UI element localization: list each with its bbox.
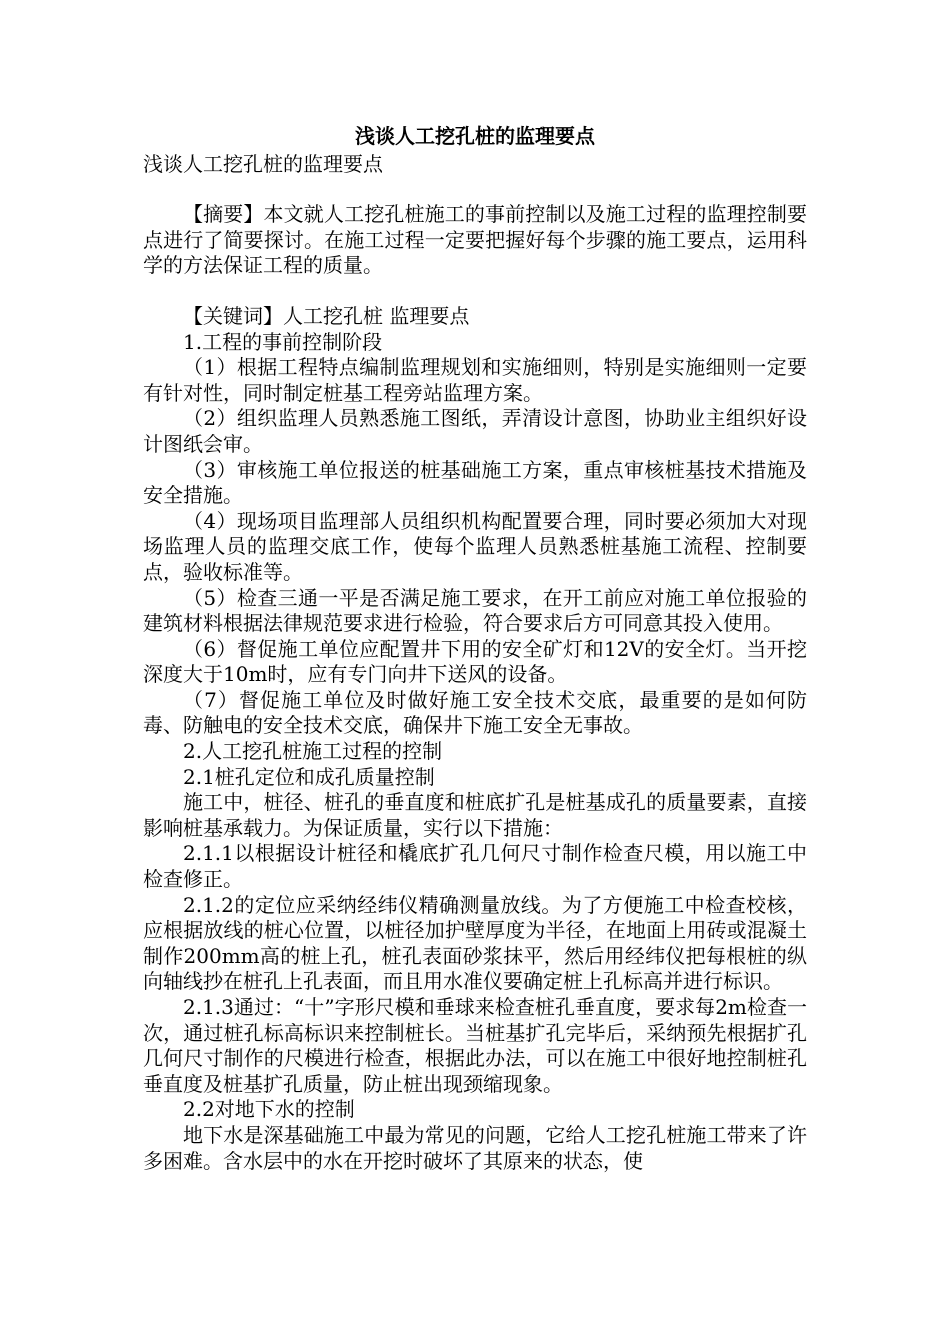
abstract-paragraph: 【摘要】本文就人工挖孔桩施工的事前控制以及施工过程的监理控制要点进行了简要探讨。在施工过程一定要把握好每个步骤的施工要点，运用科学的方法保证工程的质量。	[143, 202, 807, 278]
body-paragraph: （5）检查三通一平是否满足施工要求，在开工前应对施工单位报验的建筑材料根据法律规范要求进行检验，符合要求后方可同意其投入使用。	[143, 585, 807, 636]
keywords-paragraph: 【关键词】人工挖孔桩 监理要点	[183, 303, 470, 328]
section-heading-1: 1.工程的事前控制阶段	[183, 329, 383, 354]
document-title: 浅谈人工挖孔桩的监理要点	[355, 124, 595, 148]
body-paragraph: 2.1.2的定位应采纳经纬仪精确测量放线。为了方便施工中检查校核，应根据放线的桩心位置，以桩径加护壁厚度为半径，在地面上用砖或混凝土制作200mm高的桩上孔，桩孔表面砂浆抹平，然后用经纬仪把每根桩的纵向轴线抄在桩孔上孔表面，而且用水准仪要确定桩上孔标高并进行标识。	[143, 892, 807, 994]
document-subtitle: 浅谈人工挖孔桩的监理要点	[143, 151, 383, 176]
body-paragraph: 地下水是深基础施工中最为常见的问题，它给人工挖孔桩施工带来了许多困难。含水层中的水在开挖时破坏了其原来的状态，使	[143, 1122, 807, 1173]
body-paragraph: 2.1.3通过：“十”字形尺模和垂球来检查桩孔垂直度，要求每2m检查一次，通过桩孔标高标识来控制桩长。当桩基扩孔完毕后，采纳预先根据扩孔几何尺寸制作的尺模进行检查，根据此办法，可以在施工中很好地控制桩孔垂直度及桩基扩孔质量，防止桩出现颈缩现象。	[143, 995, 807, 1096]
body-paragraph: （3）审核施工单位报送的桩基础施工方案，重点审核桩基技术措施及安全措施。	[143, 457, 807, 508]
body-paragraph: （1）根据工程特点编制监理规划和实施细则，特别是实施细则一定要有针对性，同时制定桩基工程旁站监理方案。	[143, 355, 807, 405]
body-paragraph: （2）组织监理人员熟悉施工图纸，弄清设计意图，协助业主组织好设计图纸会审。	[143, 406, 807, 456]
body-paragraph: （7）督促施工单位及时做好施工安全技术交底，最重要的是如何防毒、防触电的安全技术交底，确保井下施工安全无事故。	[143, 687, 807, 738]
body-paragraph: 施工中，桩径、桩孔的垂直度和桩底扩孔是桩基成孔的质量要素，直接影响桩基承载力。为保证质量，实行以下措施：	[143, 790, 807, 840]
subsection-heading-2-1: 2.1桩孔定位和成孔质量控制	[183, 764, 435, 789]
document-page	[143, 124, 807, 1174]
body-paragraph: （4）现场项目监理部人员组织机构配置要合理，同时要必须加大对现场监理人员的监理交底工作，使每个监理人员熟悉桩基施工流程、控制要点，验收标准等。	[143, 508, 807, 584]
body-paragraph: 2.1.1以根据设计桩径和橇底扩孔几何尺寸制作检查尺模，用以施工中检查修正。	[143, 841, 807, 892]
section-heading-2: 2.人工挖孔桩施工过程的控制	[183, 739, 443, 764]
body-paragraph: （6）督促施工单位应配置井下用的安全矿灯和12V的安全灯。当开挖深度大于10m时，应有专门向井下送风的设备。	[143, 636, 807, 687]
subsection-heading-2-2: 2.2对地下水的控制	[183, 1097, 355, 1122]
